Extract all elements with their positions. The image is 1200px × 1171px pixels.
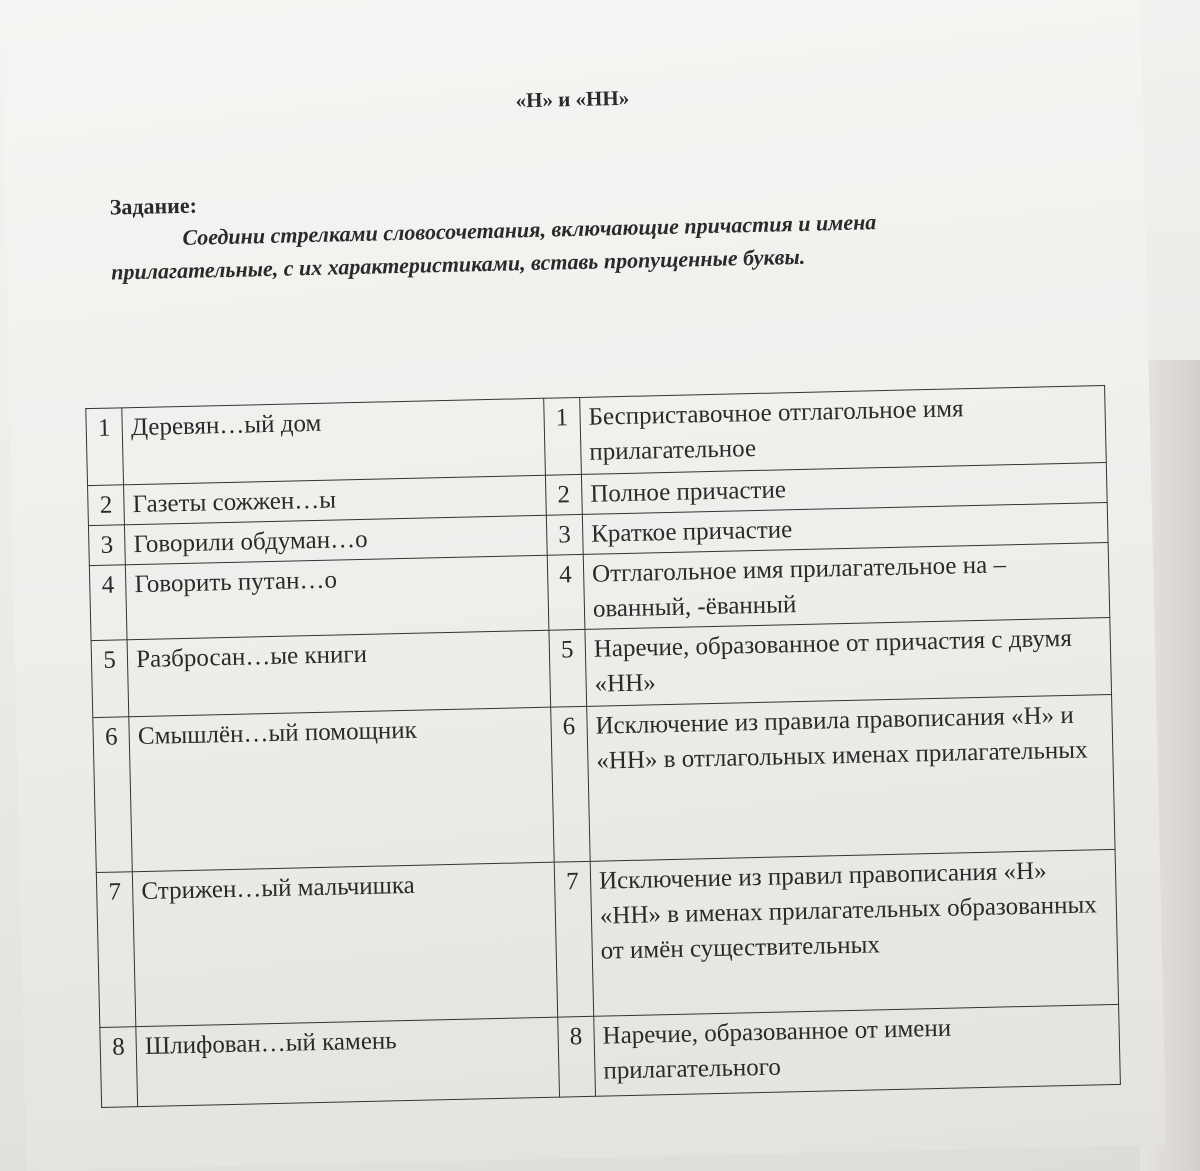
description-cell: Полное причастие: [581, 463, 1107, 515]
task-heading: Задание:: [109, 192, 198, 220]
left-number: 7: [96, 872, 136, 1028]
left-number: 2: [88, 485, 125, 526]
phrase-cell: Шлифован…ый камень: [136, 1017, 559, 1107]
description-cell: Бесприставочное отглагольное имя прилагательное: [580, 386, 1107, 475]
left-number: 1: [86, 408, 124, 486]
phrase-cell: Смышлён…ый помощник: [129, 707, 554, 872]
table-row: [93, 694, 1115, 872]
right-number: 6: [550, 706, 590, 862]
left-number: 5: [91, 640, 129, 718]
right-number: 1: [543, 397, 581, 475]
right-number: 7: [554, 861, 594, 1017]
left-number: 4: [89, 565, 127, 641]
table-row: [96, 849, 1118, 1027]
right-number: 4: [547, 554, 585, 630]
description-cell: Исключение из правил правописания «Н» «НН» в именах прилагательных образованных от имён существительных: [590, 849, 1118, 1016]
phrase-cell: Разбросан…ые книги: [127, 630, 550, 717]
phrase-cell: Газеты сожжен…ы: [124, 475, 546, 525]
phrase-cell: Деревян…ый дом: [122, 398, 545, 485]
right-number: 3: [546, 514, 583, 555]
matching-table: [85, 385, 1121, 1108]
description-cell: Отглагольное имя прилагательное на –ованный, -ёванный: [583, 542, 1110, 629]
description-cell: Краткое причастие: [582, 503, 1108, 555]
page-title: «Н» и «НН»: [515, 85, 630, 113]
description-cell: Наречие, образованное от причастия с двумя «НН»: [585, 617, 1112, 706]
left-number: 8: [100, 1027, 138, 1108]
right-number: 5: [549, 629, 587, 707]
right-number: 2: [545, 474, 582, 515]
description-cell: Исключение из правила правописания «Н» и «НН» в отглагольных именах прилагательных: [587, 694, 1115, 861]
phrase-cell: Стрижен…ый мальчишка: [133, 862, 558, 1027]
task-text: Соедини стрелками словосочетания, включающие причастия и имена прилагательные, с их характеристиками, вставь пропущенные буквы.: [110, 209, 877, 285]
phrase-cell: Говорили обдуман…о: [125, 515, 547, 565]
right-number: 8: [557, 1016, 595, 1097]
description-cell: Наречие, образованное от имени прилагательного: [594, 1004, 1121, 1096]
phrase-cell: Говорить путан…о: [126, 555, 549, 640]
left-number: 6: [93, 717, 133, 873]
left-number: 3: [88, 525, 125, 566]
